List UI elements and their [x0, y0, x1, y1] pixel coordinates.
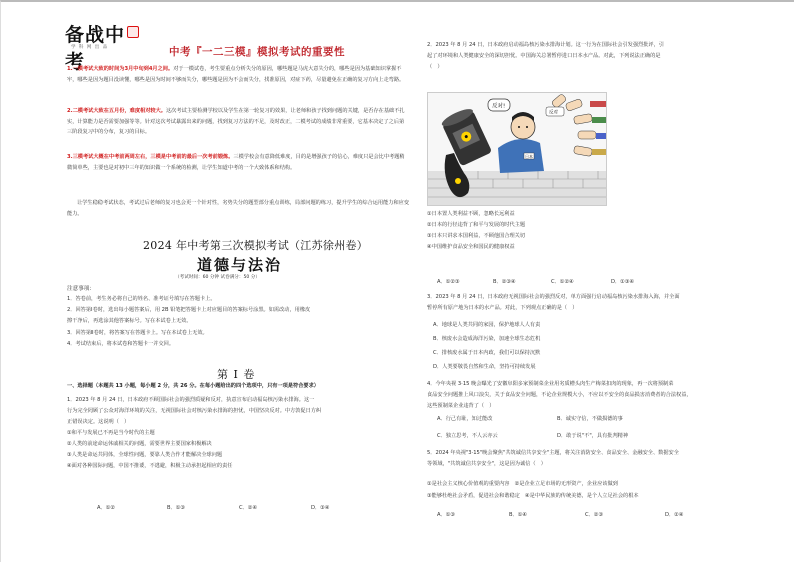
question-2-stem-line: 起了对环境和人类健康安全的深切担忧。中国海关总署暂停进口日本水产品。对此，下列说法正确的是	[427, 53, 661, 59]
question-5	[427, 448, 773, 470]
cartoon-illustration	[427, 92, 607, 206]
notice-title: 中考『一二三模』模拟考试的重要性	[169, 46, 345, 58]
question-1-choices	[97, 504, 397, 511]
question-4-choices-row-1	[437, 415, 767, 422]
notice-p3-text: 三模学校会有意降低难度，目的是增强孩子的信心，难度只是会比中考题稍微简单些，主要也是对初中三年的知识做一个系统的检测，让学生知道中考的一个大致体系和结构。	[67, 154, 405, 171]
question-1-stem-line: 行为完全罔顾了公众对海洋环境的关注，无视国际社会对核污染水排海的担忧，中国坚决反对。中方敦促日方纠	[67, 408, 322, 414]
choice-c[interactable]: C．①②④	[551, 279, 574, 285]
notice-p1-text: 对于一模试卷，考生要重点分析失分的原因，哪些题是马虎大意失分的，哪些是因为基础知识掌握不牢，哪些是因为题目没读懂，哪些是因为时间不够而失分，哪些题是因为不会而失分，找准原因，对症下药，尽量避免在正确的复习方向上走弯路。	[67, 66, 405, 83]
question-3-stem-line: 暂停所有原产地为日本的水产品。对此，下列观点正确的是（ ）	[427, 305, 578, 311]
question-4	[427, 379, 773, 412]
section-title: 第 Ⅰ 卷	[217, 368, 256, 381]
question-2	[427, 40, 773, 73]
choice-a[interactable]: A．①③	[437, 512, 456, 518]
question-2-choices	[437, 278, 767, 285]
choice-b[interactable]: B．②③④	[493, 279, 516, 285]
protest-hands	[551, 93, 596, 156]
notice-p2-highlight: 2.二模考试大致在五月份，难度相对较大。	[67, 108, 166, 114]
choice-c[interactable]: C．②④	[239, 505, 258, 511]
question-3-options	[433, 318, 773, 374]
question-5-choices	[437, 511, 767, 518]
question-3-option-c[interactable]: C．排核废水属于日本内政，我们可以保持沉默	[433, 350, 541, 356]
notes-title: 注意事项：	[67, 286, 95, 292]
question-2-option: ①日本置人类利益不顾，忽略长远利益	[427, 211, 515, 217]
note-item: 3．回答第Ⅱ卷时，将答案写在答题卡上。写在本试卷上无效。	[67, 329, 208, 336]
speech-bubble-text: 反对!	[492, 103, 506, 110]
question-1	[67, 395, 409, 472]
person-label: 日本	[525, 154, 533, 159]
question-2-option: ④中国维护食品安全和国民的健康权益	[427, 244, 515, 250]
question-5-option: ③能够杜绝社会矛盾，促进社会和谐稳定 ④是中华民族的传统美德，是个人立足社会的根本	[427, 493, 639, 499]
note-item: 2．回答第Ⅰ卷时，选出每小题答案后，用 2B 铅笔把答题卡上对应题目的答案标号涂黑。如需改动，用橡皮	[67, 307, 311, 314]
choice-a[interactable]: A．①②③	[437, 279, 460, 285]
question-5-stem-line: 5．2024 年央视"3·15"晚会聚焦"共筑诚信共享安全"主题，将关注消防安全、食品安全、金融安全、数据安全	[427, 450, 679, 456]
question-1-option: ④面对各种国际问题，中国不推诿，不逃避，积极主动承担起相应的责任	[67, 463, 233, 469]
exam-title: 2024 年中考第三次模拟考试（江苏徐州卷）	[143, 239, 369, 252]
choice-d[interactable]: D．①③④	[611, 279, 635, 285]
note-item: 1．答卷前，考生务必将自己的姓名、准考证号填写在答题卡上。	[67, 296, 216, 302]
choice-b[interactable]: B．诚实守信，不做损德的事	[557, 416, 623, 422]
notice-paragraph-3	[67, 152, 409, 173]
choice-d[interactable]: D．敢于说"不"，具有批判精神	[557, 433, 629, 439]
question-3-stem-line: 3．2023 年 8 月 24 日，日本政府无视国际社会的强烈反对，单方面强行启动福岛核污染水排海入海，并全面	[427, 294, 680, 300]
notice-paragraph-4: 让学生稳稳考试状态，考试过后老师的复习也会更一个针对性，劣势失分的题型部分重点训练，局部问题的练习，提升学生的综合运用能力和应变能力。	[67, 200, 410, 217]
question-1-stem-line: 正错误决定。这说明（ ）	[67, 419, 130, 425]
question-3-option-b[interactable]: B．核废水会造成海洋污染，加速全球生态危机	[433, 336, 541, 342]
question-4-stem-line: 这些预制菜企业违背了（ ）	[427, 403, 495, 409]
question-3-option-d[interactable]: D．人类要敬畏自然和生命，坚持可持续发展	[433, 364, 536, 370]
choice-d[interactable]: D．③④	[311, 505, 330, 511]
notice-p3-highlight: 3.三模考试大概在中考前两周左右，三模是中考前的最后一次考前锻炼。	[67, 154, 234, 160]
person-figure	[498, 112, 544, 173]
question-2-stem-line: （ ）	[427, 64, 443, 70]
logo-subtitle: 学 科 网 出 品	[71, 45, 109, 50]
question-2-options	[427, 209, 773, 253]
note-item: 擦干净后，再选涂其他答案标号。写在本试卷上无效。	[67, 318, 192, 325]
choice-a[interactable]: A．①②	[97, 505, 116, 511]
notice-paragraph-2	[67, 106, 409, 138]
subject-title: 道德与法治	[197, 256, 283, 274]
question-2-option: ③日本只讲求本国利益，不顾他国合理关切	[427, 233, 526, 239]
choice-b[interactable]: B．①④	[509, 512, 528, 518]
choice-c[interactable]: C．独立思考，不人云亦云	[437, 433, 498, 439]
question-4-choices-row-2	[437, 432, 767, 439]
question-3	[427, 292, 773, 314]
question-2-stem-line: 2．2023 年 8 月 24 日，日本政府启动福岛核污染水排海计划。这一行为在国际社会引发强烈批评，引	[427, 42, 664, 48]
protest-sign-text: 反对	[549, 110, 558, 116]
question-1-option: ③人类是命运共同体，全球性问题，要靠人类合作才能解决全球问题	[67, 452, 223, 458]
question-2-option: ②日本的行径违背了和平与发展的时代主题	[427, 222, 526, 228]
note-item: 4．考试结束后，将本试卷和答题卡一并交回。	[67, 340, 175, 347]
choice-a[interactable]: A．行己有耻，知过能改	[437, 416, 493, 422]
cartoon-svg	[428, 93, 607, 206]
notice-paragraph-1	[67, 64, 409, 85]
question-1-option: ①和平与发展已不再是当今时代的主题	[67, 430, 155, 436]
choice-c[interactable]: C．②③	[585, 512, 604, 518]
question-4-stem-line: 食品安全问题推上风口浪尖，关于食品安全问题，不论企业规模大小，不应以不安全的食品损害消费者的合法权益，	[427, 392, 692, 398]
question-1-stem-line: 1．2023 年 8 月 24 日，日本政府不顾国际社会的强烈质疑和反对，执意宣布启动福岛核污染水排海。这一	[67, 397, 315, 403]
question-3-option-a[interactable]: A．地球是人类共同的家园，保护地球人人有责	[433, 322, 541, 328]
notice-p1-highlight: 1.一模考试大致的时间为3月中旬到4月之间。	[67, 66, 174, 72]
seal-icon	[127, 26, 139, 38]
question-5-option: ①是社会主义核心价值观的重要内容 ②是企业立足市场的无形资产，企业应该做到	[427, 481, 618, 487]
notice-p2-text: 这次考试主要检测学校以及学生在第一轮复习的效果，让老师和孩子找到问题的关键，是否存在基础不扎实，计算能力是否需要加强等等。针对这次考试暴露出来的问题，找到复习方法的不足，及时改正，二模考试的成绩非常重要，它基本决定了之后第三阶段复习中的分布，复习的目标。	[67, 108, 405, 135]
question-4-stem-line: 4．今年央视 3·15 晚会曝光了安徽阜阳多家预制菜企业用劣质槽头肉生产梅菜扣肉的现象，再一次将预制菜	[427, 381, 674, 387]
question-5-options	[427, 478, 773, 502]
choice-b[interactable]: B．①③	[167, 505, 186, 511]
notes-list	[67, 294, 409, 350]
question-5-stem-line: 等领域，"共筑诚信共享安全"，这是因为诚信（ ）	[427, 461, 546, 467]
question-1-option: ②人类的前途命运休戚相关的问题，需要世界主要国家积极解决	[67, 441, 212, 447]
exam-meta: （考试时间：60 分钟 试卷满分：50 分）	[175, 275, 260, 280]
logo-text: 备战中考	[65, 24, 126, 73]
choice-d[interactable]: D．②④	[665, 512, 684, 518]
section-description: 一、选择题（本题共 13 小题，每小题 2 分，共 26 分。在每小题给出的四个选项中，只有一项是符合要求）	[67, 383, 319, 389]
